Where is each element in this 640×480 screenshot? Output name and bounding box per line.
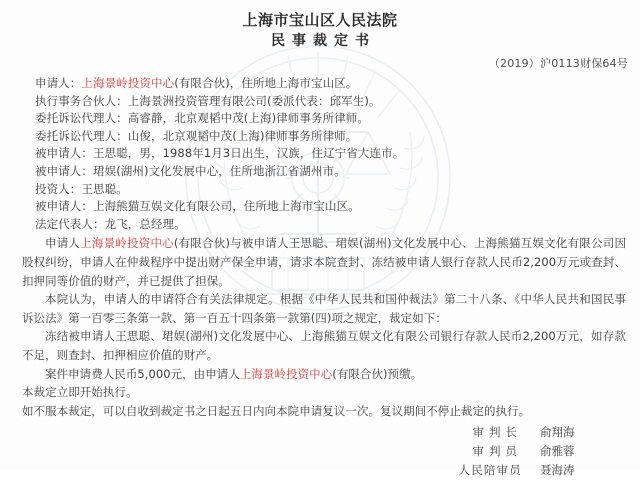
- signature-line: [0, 442, 594, 461]
- party-line: [35, 163, 622, 181]
- party-line: [35, 93, 622, 111]
- party-line: [35, 110, 622, 128]
- signature-block: [0, 423, 640, 480]
- parties-section: [0, 75, 640, 233]
- signature-role: 审判长: [472, 425, 522, 440]
- text-run: 申请人：: [35, 76, 82, 90]
- text-run: 投资人：王思聪。: [35, 181, 128, 196]
- signature-role: 审判员: [472, 444, 522, 459]
- body-paragraph: [22, 383, 626, 402]
- party-line: [35, 181, 622, 199]
- signature-name: 俞翔海: [540, 425, 575, 440]
- highlighted-party-name: 上海景岭投资中心: [239, 366, 333, 381]
- text-run: 本裁定立即开始执行。: [22, 385, 138, 400]
- text-run: 本院认为，申请人的申请符合有关法律规定。根据《中华人民共和国仲裁法》第二十八条、《中华人民共和国民事诉讼法》第一百零三条第一款、第一百五十四条第一款第(四)项之规定，裁定如下：: [22, 292, 626, 325]
- text-run: (有限合伙)预缴。: [332, 366, 423, 381]
- text-run: 被申请人：上海熊猫互娱文化有限公司，住所地上海市宝山区。: [35, 199, 360, 214]
- party-line: [35, 145, 622, 163]
- party-line: [35, 75, 622, 93]
- body-paragraph: [22, 402, 626, 421]
- text-run: (有限合伙)，住所地上海市宝山区。: [174, 76, 358, 90]
- text-run: 申请人: [45, 236, 81, 251]
- text-run: 委托诉讼代理人：山俊，北京观韬中茂(上海)律师事务所律师。: [35, 128, 358, 143]
- signature-line: [0, 423, 594, 442]
- signature-name: 俞雅蓉: [540, 444, 575, 459]
- body-paragraph: [22, 365, 626, 384]
- text-run: 如不服本裁定，可以自收到裁定书之日起五日内向本院申请复议一次。复议期间不停止裁定的执行。: [22, 403, 531, 418]
- party-line: [35, 128, 622, 146]
- body-section: [0, 234, 640, 420]
- signature-role: 人民陪审员: [458, 463, 522, 478]
- document-type-title: 民事裁定书: [271, 33, 376, 49]
- body-paragraph: [22, 290, 626, 327]
- body-paragraph: [22, 234, 626, 290]
- party-line: [35, 198, 622, 216]
- signature-name: 聂海涛: [540, 463, 575, 478]
- highlighted-party-name: 上海景岭投资中心: [81, 76, 175, 90]
- party-line: [35, 216, 622, 234]
- text-run: 被申请人：王思聪，男，1988年1月3日出生，汉族，住辽宁省大连市。: [35, 146, 405, 161]
- text-run: 执行事务合伙人：上海景洲投资管理有限公司(委派代表：邱军生)。: [35, 93, 381, 108]
- body-paragraph: [22, 327, 626, 364]
- text-run: 案件申请费人民币5,000元，由申请人: [45, 366, 240, 381]
- document-header: [0, 0, 640, 52]
- text-run: 被申请人：珺娱(湖州)文化发展中心，住所地浙江省湖州市。: [35, 163, 346, 178]
- text-run: 委托诉讼代理人：高睿静，北京观韬中茂(上海)律师事务所律师。: [35, 111, 369, 126]
- text-run: 冻结被申请人王思聪、珺娱(湖州)文化发展中心、上海熊猫互娱文化有限公司银行存款人民币2,200万元，如存款不足，则查封、扣押相应价值的财产。: [22, 329, 626, 362]
- case-number: （2019）沪0113财保64号: [488, 57, 628, 70]
- court-name: 上海市宝山区人民法院: [242, 11, 398, 29]
- highlighted-party-name: 上海景岭投资中心: [80, 236, 174, 251]
- text-run: (有限合伙)与被申请人王思聪、珺娱(湖州)文化发展中心、上海熊猫互娱文化有限公司因股权纠纷，申请人在仲裁程序中提出财产保全申请，请求本院查封、冻结被申请人银行存款人民币2,200万元或查封、扣押同等价值的财产，并已提供了担保。: [22, 236, 626, 288]
- signature-line: [0, 461, 594, 480]
- text-run: 法定代表人：龙飞，总经理。: [35, 216, 186, 231]
